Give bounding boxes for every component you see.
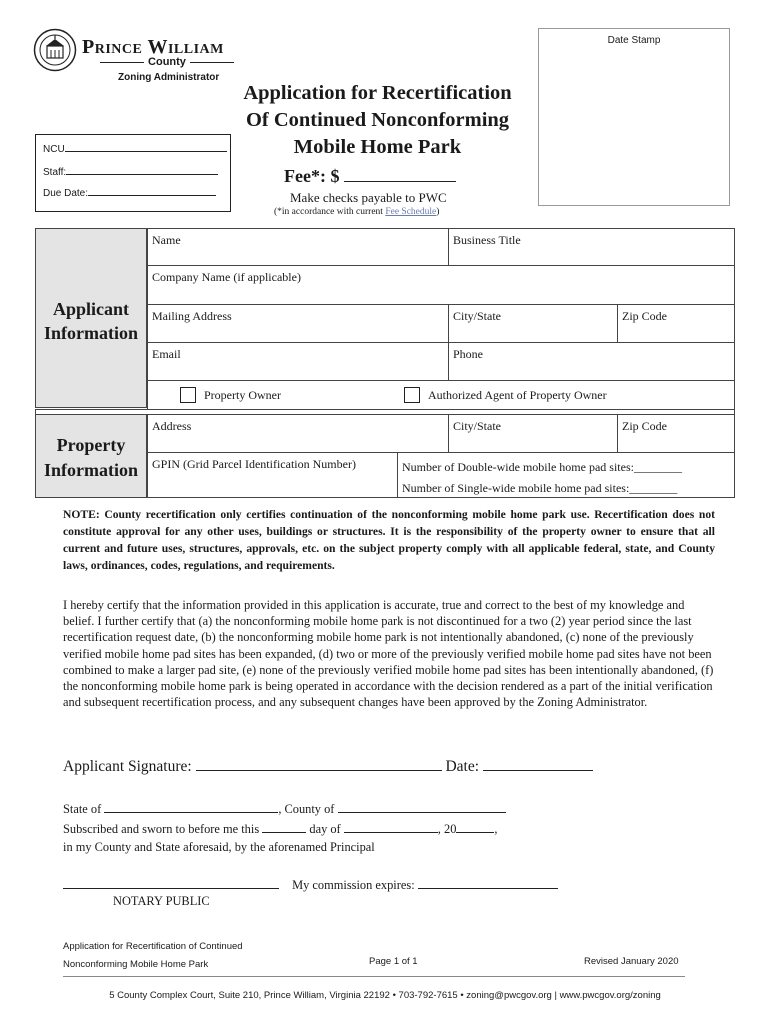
applicant-city-state-field[interactable]: City/State	[448, 304, 618, 343]
authorized-agent-label: Authorized Agent of Property Owner	[428, 388, 607, 402]
property-owner-checkbox[interactable]	[180, 387, 196, 403]
email-field[interactable]: Email	[147, 342, 449, 381]
footer-divider	[63, 976, 685, 977]
property-city-state-field[interactable]: City/State	[448, 414, 618, 453]
business-title-field[interactable]: Business Title	[448, 228, 735, 266]
property-owner-label: Property Owner	[204, 388, 281, 402]
fee-field[interactable]	[284, 166, 456, 187]
footer-page-number: Page 1 of 1	[369, 956, 418, 967]
pad-sites-field[interactable]	[397, 452, 735, 498]
date-stamp-label: Date Stamp	[607, 35, 661, 46]
authorized-agent-checkbox[interactable]	[404, 387, 420, 403]
property-section-header: Property Information	[35, 414, 147, 498]
notary-commission-row: My commission expires:	[63, 876, 558, 893]
commission-expires-line[interactable]	[418, 876, 558, 889]
footer-address: 5 County Complex Court, Suite 210, Prince William, Virginia 22192 • 703-792-7615 • zoning@pwcgov.org | www.pwcgov.org/zoning	[109, 990, 661, 1001]
property-zip-field[interactable]: Zip Code	[617, 414, 735, 453]
applicant-section-header: Applicant Information	[35, 228, 147, 408]
notary-county-line[interactable]	[338, 800, 506, 813]
staff-use-box	[35, 134, 231, 212]
department-label: Zoning Administrator	[118, 72, 220, 83]
date-stamp-box	[538, 28, 730, 206]
notary-month-line[interactable]	[344, 820, 438, 833]
single-wide-count: Number of Single-wide mobile home pad sites:________	[402, 481, 678, 495]
company-name-field[interactable]: Company Name (if applicable)	[147, 265, 735, 305]
fee-label: Fee*: $	[284, 166, 340, 186]
notary-sworn-row: Subscribed and sworn to before me this day of , 20 ,	[63, 822, 498, 836]
footer-revised-date: Revised January 2020	[584, 956, 679, 967]
application-table	[35, 228, 735, 498]
notary-aforesaid: in my County and State aforesaid, by the aforenamed Principal	[63, 840, 375, 854]
ncu-field[interactable]: NCU	[43, 141, 227, 155]
footer-form-name: Application for Recertification of Continued Nonconforming Mobile Home Park	[63, 941, 243, 970]
notary-public-label: NOTARY PUBLIC	[113, 894, 210, 908]
applicant-zip-field[interactable]: Zip Code	[617, 304, 735, 343]
form-title	[200, 80, 555, 161]
applicant-signature-label: Applicant Signature:	[63, 758, 192, 775]
form-title-line2: Of Continued Nonconforming	[245, 109, 510, 131]
role-row	[147, 380, 735, 410]
form-title-line3: Mobile Home Park	[293, 136, 462, 158]
county-name: Prince William	[82, 36, 224, 58]
staff-field[interactable]: Staff:	[43, 164, 218, 178]
applicant-signature-line[interactable]	[196, 758, 442, 771]
name-field[interactable]: Name	[147, 228, 449, 266]
signature-row	[63, 758, 593, 776]
property-address-field[interactable]: Address	[147, 414, 449, 453]
form-title-line1: Application for Recertification	[243, 82, 512, 104]
fee-schedule-note: (*in accordance with current Fee Schedule)	[274, 207, 440, 217]
gpin-field[interactable]: GPIN (Grid Parcel Identification Number)	[147, 452, 398, 498]
county-subtitle: County	[82, 56, 252, 68]
signature-date-line[interactable]	[483, 758, 593, 771]
mailing-address-field[interactable]: Mailing Address	[147, 304, 449, 343]
recertification-note: NOTE: County recertification only certifies continuation of the nonconforming mobile home park use. Recertification does not constitute approval for any other uses, buildings or structures. It is the responsibility of the property owner to ensure that all current and future uses, structures, approvals, etc. on the subject property comply with all applicable federal, state, and County laws, ordinances, codes, regulations, and requirements.	[63, 508, 715, 572]
notary-year-line[interactable]	[456, 820, 494, 833]
signature-date-label: Date:	[445, 758, 480, 775]
notary-state-line[interactable]	[104, 800, 278, 813]
phone-field[interactable]: Phone	[448, 342, 735, 381]
notary-state-row: State of , County of	[63, 800, 506, 817]
notary-day-line[interactable]	[262, 820, 306, 833]
notary-signature-line[interactable]	[63, 876, 279, 889]
certification-statement: I hereby certify that the information provided in this application is accurate, true and correct to the best of my knowledge and belief. I further certify that (a) the nonconforming mobile home park is not discontinued for a two (2) year period since the last recertification request date, (b) the nonconforming mobile home park is not intentionally abandoned, (c) none of the previously verified mobile home pad sites has been expanded, (d) two or more of the previously verified mobile home pad sites have not been combined to make a larger pad site, (e) none of the previously verified mobile home pad sites has been intentionally abandoned, (f) the nonconforming mobile home park is being operated in accordance with the decision rendered as a part of the initial verification and subsequent recertification process, and any subsequent changes have been approved by the Zoning Administrator.	[63, 598, 714, 710]
county-seal-icon	[33, 28, 77, 72]
fee-blank[interactable]	[344, 166, 456, 182]
fee-schedule-link[interactable]: Fee Schedule	[385, 207, 437, 217]
double-wide-count: Number of Double-wide mobile home pad sites:________	[402, 460, 682, 474]
checks-note: Make checks payable to PWC	[290, 190, 447, 205]
due-date-field[interactable]: Due Date:	[43, 185, 216, 199]
